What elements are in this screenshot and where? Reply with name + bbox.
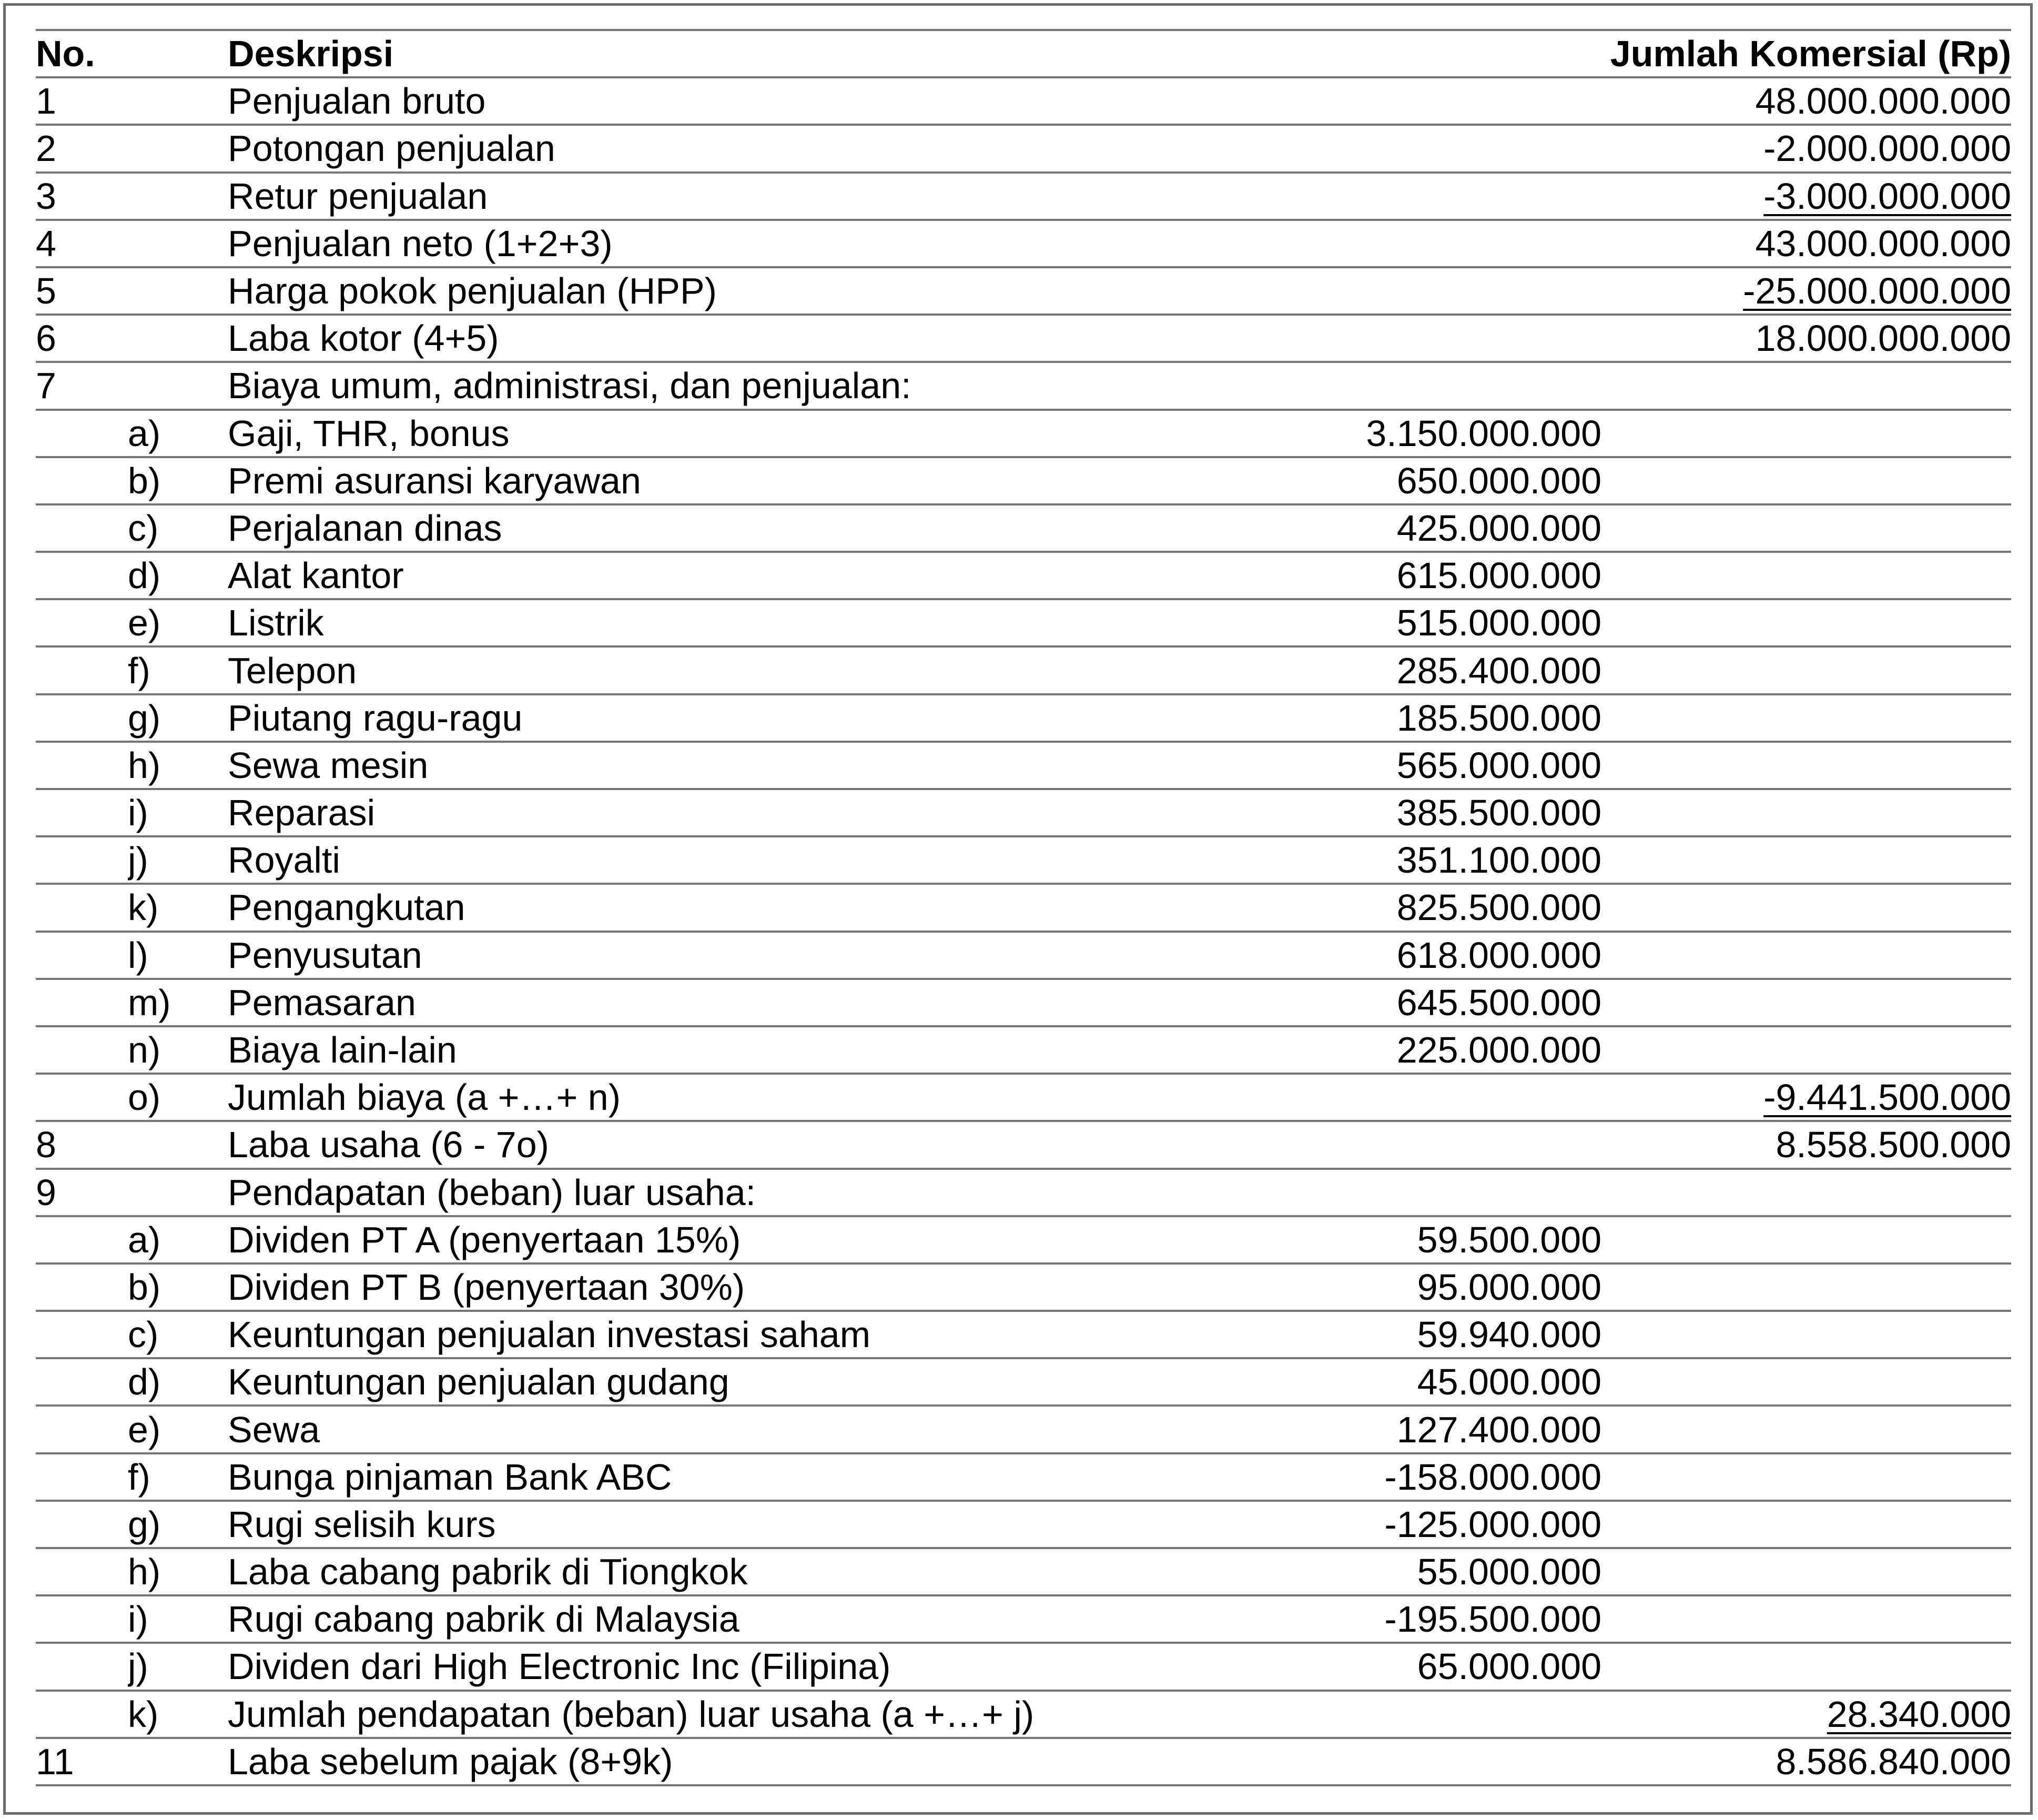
row-description: Retur penjualan [228, 173, 1043, 220]
row-total-amount [1601, 742, 2011, 789]
row-detail-amount [1043, 1169, 1601, 1216]
row-detail-amount [1043, 315, 1601, 362]
row-number [36, 742, 128, 789]
row-detail-amount: 565.000.000 [1043, 742, 1601, 789]
row-sub-letter: j) [128, 836, 228, 884]
row-description: Keuntungan penjualan gudang [228, 1358, 1043, 1406]
row-number [36, 504, 128, 552]
row-number [36, 1311, 128, 1358]
table-row [36, 1643, 2011, 1690]
row-sub-letter [128, 1738, 228, 1785]
table-row [36, 884, 2011, 931]
table-row [36, 552, 2011, 599]
income-statement-table [36, 29, 2011, 1786]
row-sub-letter [128, 1169, 228, 1216]
row-detail-amount: 285.400.000 [1043, 646, 1601, 694]
row-number: 6 [36, 315, 128, 362]
row-sub-letter: n) [128, 1026, 228, 1074]
row-description: Pemasaran [228, 979, 1043, 1026]
row-total-amount [1601, 1311, 2011, 1358]
row-description: Jumlah biaya (a +…+ n) [228, 1074, 1043, 1121]
row-number [36, 979, 128, 1026]
row-number [36, 1691, 128, 1738]
row-detail-amount: 351.100.000 [1043, 836, 1601, 884]
row-number: 9 [36, 1169, 128, 1216]
row-number: 1 [36, 77, 128, 125]
table-row [36, 1121, 2011, 1168]
row-description: Perjalanan dinas [228, 504, 1043, 552]
row-total-amount [1601, 457, 2011, 504]
row-sub-letter: e) [128, 1406, 228, 1453]
row-detail-amount: -158.000.000 [1043, 1453, 1601, 1501]
row-total-amount-value: 28.340.000 [1827, 1693, 2012, 1735]
row-sub-letter [128, 362, 228, 409]
row-sub-letter [128, 315, 228, 362]
row-sub-letter: a) [128, 410, 228, 457]
row-description: Harga pokok penjualan (HPP) [228, 267, 1043, 315]
row-description: Piutang ragu-ragu [228, 694, 1043, 742]
row-sub-letter: j) [128, 1643, 228, 1690]
row-number [36, 1548, 128, 1595]
row-sub-letter: k) [128, 884, 228, 931]
row-detail-amount [1043, 1121, 1601, 1168]
row-sub-letter: m) [128, 979, 228, 1026]
row-description: Telepon [228, 646, 1043, 694]
row-total-amount [1601, 1643, 2011, 1690]
row-total-amount [1601, 362, 2011, 409]
table-row [36, 1026, 2011, 1074]
row-detail-amount [1043, 125, 1601, 172]
row-detail-amount: 59.500.000 [1043, 1216, 1601, 1263]
table-row [36, 1406, 2011, 1453]
row-total-amount: 18.000.000.000 [1601, 315, 2011, 362]
row-sub-letter: f) [128, 1453, 228, 1501]
row-number [36, 1263, 128, 1311]
row-total-amount: 48.000.000.000 [1601, 77, 2011, 125]
row-description: Reparasi [228, 789, 1043, 836]
row-description: Pengangkutan [228, 884, 1043, 931]
row-description: Biaya lain-lain [228, 1026, 1043, 1074]
row-number [36, 884, 128, 931]
row-description: Dividen PT B (penyertaan 30%) [228, 1263, 1043, 1311]
row-total-amount [1601, 599, 2011, 646]
row-total-amount-value: -9.441.500.000 [1763, 1077, 2012, 1118]
row-description: Listrik [228, 599, 1043, 646]
row-sub-letter [128, 77, 228, 125]
table-row [36, 1738, 2011, 1785]
table-row [36, 504, 2011, 552]
table-row [36, 315, 2011, 362]
row-detail-amount [1043, 220, 1601, 267]
row-total-amount [1601, 173, 2011, 220]
row-total-amount: 43.000.000.000 [1601, 220, 2011, 267]
table-row [36, 1453, 2011, 1501]
table-row [36, 1595, 2011, 1643]
row-sub-letter: k) [128, 1691, 228, 1738]
row-detail-amount: 385.500.000 [1043, 789, 1601, 836]
row-total-amount [1601, 646, 2011, 694]
table-body [36, 77, 2011, 1785]
row-total-amount [1601, 267, 2011, 315]
row-number [36, 646, 128, 694]
table-row [36, 457, 2011, 504]
row-sub-letter: a) [128, 1216, 228, 1263]
row-detail-amount: -195.500.000 [1043, 1595, 1601, 1643]
row-description: Rugi cabang pabrik di Malaysia [228, 1595, 1043, 1643]
row-total-amount [1601, 836, 2011, 884]
row-number [36, 1026, 128, 1074]
row-description: Jumlah pendapatan (beban) luar usaha (a +…+ j) [228, 1691, 1043, 1738]
row-number: 4 [36, 220, 128, 267]
row-description: Rugi selisih kurs [228, 1501, 1043, 1548]
row-detail-amount: 65.000.000 [1043, 1643, 1601, 1690]
row-detail-amount [1043, 267, 1601, 315]
row-description: Laba cabang pabrik di Tiongkok [228, 1548, 1043, 1595]
row-detail-amount: 95.000.000 [1043, 1263, 1601, 1311]
row-sub-letter: b) [128, 457, 228, 504]
table-row [36, 1169, 2011, 1216]
row-total-amount [1601, 1691, 2011, 1738]
row-detail-amount: 59.940.000 [1043, 1311, 1601, 1358]
row-number: 2 [36, 125, 128, 172]
table-row [36, 1311, 2011, 1358]
row-detail-amount: 825.500.000 [1043, 884, 1601, 931]
row-sub-letter: d) [128, 552, 228, 599]
row-sub-letter [128, 220, 228, 267]
row-total-amount [1601, 1548, 2011, 1595]
table-row [36, 173, 2011, 220]
row-sub-letter: l) [128, 932, 228, 979]
row-total-amount [1601, 1026, 2011, 1074]
row-number [36, 789, 128, 836]
row-detail-amount: 185.500.000 [1043, 694, 1601, 742]
row-number: 5 [36, 267, 128, 315]
row-description: Sewa mesin [228, 742, 1043, 789]
row-detail-amount: 55.000.000 [1043, 1548, 1601, 1595]
row-sub-letter [128, 173, 228, 220]
row-description: Keuntungan penjualan investasi saham [228, 1311, 1043, 1358]
row-detail-amount: 225.000.000 [1043, 1026, 1601, 1074]
table-row [36, 362, 2011, 409]
row-description: Premi asuransi karyawan [228, 457, 1043, 504]
table-row [36, 1358, 2011, 1406]
row-sub-letter [128, 267, 228, 315]
table-row [36, 646, 2011, 694]
row-sub-letter [128, 125, 228, 172]
row-detail-amount: 615.000.000 [1043, 552, 1601, 599]
row-sub-letter: d) [128, 1358, 228, 1406]
header-description: Deskripsi [228, 30, 1043, 77]
row-description: Alat kantor [228, 552, 1043, 599]
row-sub-letter: i) [128, 789, 228, 836]
table-row [36, 77, 2011, 125]
row-total-amount [1601, 1358, 2011, 1406]
row-description: Royalti [228, 836, 1043, 884]
row-total-amount [1601, 979, 2011, 1026]
row-description: Potongan penjualan [228, 125, 1043, 172]
row-number [36, 1595, 128, 1643]
row-description: Penjualan bruto [228, 77, 1043, 125]
row-sub-letter: e) [128, 599, 228, 646]
header-amount: Jumlah Komersial (Rp) [1043, 30, 2011, 77]
row-number [36, 836, 128, 884]
row-sub-letter: i) [128, 1595, 228, 1643]
row-total-amount-value: -25.000.000.000 [1743, 270, 2012, 312]
row-total-amount [1601, 504, 2011, 552]
row-number [36, 599, 128, 646]
row-detail-amount: 45.000.000 [1043, 1358, 1601, 1406]
row-number: 8 [36, 1121, 128, 1168]
row-sub-letter: f) [128, 646, 228, 694]
row-total-amount [1601, 1169, 2011, 1216]
row-description: Dividen PT A (penyertaan 15%) [228, 1216, 1043, 1263]
row-description: Gaji, THR, bonus [228, 410, 1043, 457]
row-number [36, 1358, 128, 1406]
table-row [36, 267, 2011, 315]
row-number [36, 932, 128, 979]
row-total-amount [1601, 1216, 2011, 1263]
row-description: Laba usaha (6 - 7o) [228, 1121, 1043, 1168]
row-description: Dividen dari High Electronic Inc (Filipina) [228, 1643, 1043, 1690]
row-number [36, 1406, 128, 1453]
table-header-row [36, 30, 2011, 77]
row-number: 3 [36, 173, 128, 220]
row-number [36, 1501, 128, 1548]
table-row [36, 932, 2011, 979]
table-row [36, 410, 2011, 457]
row-sub-letter [128, 1121, 228, 1168]
row-number [36, 1453, 128, 1501]
row-total-amount [1601, 1595, 2011, 1643]
row-description: Pendapatan (beban) luar usaha: [228, 1169, 1043, 1216]
table-row [36, 599, 2011, 646]
row-detail-amount: -125.000.000 [1043, 1501, 1601, 1548]
row-total-amount [1601, 1074, 2011, 1121]
table-row [36, 1548, 2011, 1595]
row-total-amount [1601, 694, 2011, 742]
row-detail-amount [1043, 362, 1601, 409]
row-detail-amount: 618.000.000 [1043, 932, 1601, 979]
row-detail-amount: 645.500.000 [1043, 979, 1601, 1026]
row-total-amount [1601, 932, 2011, 979]
row-number [36, 1216, 128, 1263]
row-total-amount [1601, 410, 2011, 457]
row-description: Penjualan neto (1+2+3) [228, 220, 1043, 267]
row-total-amount [1601, 552, 2011, 599]
table-row [36, 1074, 2011, 1121]
row-number [36, 410, 128, 457]
table-row [36, 836, 2011, 884]
table-row [36, 1263, 2011, 1311]
row-description: Biaya umum, administrasi, dan penjualan: [228, 362, 1043, 409]
row-number [36, 1074, 128, 1121]
row-detail-amount [1043, 1074, 1601, 1121]
row-description: Penyusutan [228, 932, 1043, 979]
row-detail-amount: 650.000.000 [1043, 457, 1601, 504]
row-description: Laba kotor (4+5) [228, 315, 1043, 362]
row-total-amount-value: -3.000.000.000 [1763, 175, 2012, 217]
row-sub-letter: o) [128, 1074, 228, 1121]
row-sub-letter: g) [128, 694, 228, 742]
row-sub-letter: c) [128, 1311, 228, 1358]
row-total-amount [1601, 1406, 2011, 1453]
row-detail-amount: 3.150.000.000 [1043, 410, 1601, 457]
row-sub-letter: h) [128, 742, 228, 789]
row-sub-letter: h) [128, 1548, 228, 1595]
table-row [36, 1216, 2011, 1263]
row-detail-amount [1043, 1738, 1601, 1785]
row-description: Laba sebelum pajak (8+9k) [228, 1738, 1043, 1785]
row-total-amount [1601, 884, 2011, 931]
row-number [36, 1643, 128, 1690]
row-detail-amount [1043, 1691, 1601, 1738]
row-sub-letter: c) [128, 504, 228, 552]
row-description: Sewa [228, 1406, 1043, 1453]
row-detail-amount: 127.400.000 [1043, 1406, 1601, 1453]
row-total-amount [1601, 1501, 2011, 1548]
row-total-amount: -2.000.000.000 [1601, 125, 2011, 172]
row-detail-amount: 425.000.000 [1043, 504, 1601, 552]
table-row [36, 694, 2011, 742]
table-row [36, 125, 2011, 172]
row-number: 11 [36, 1738, 128, 1785]
row-number [36, 694, 128, 742]
row-detail-amount [1043, 77, 1601, 125]
row-detail-amount: 515.000.000 [1043, 599, 1601, 646]
table-row [36, 789, 2011, 836]
row-total-amount [1601, 789, 2011, 836]
row-description: Bunga pinjaman Bank ABC [228, 1453, 1043, 1501]
row-total-amount [1601, 1453, 2011, 1501]
table-row [36, 1501, 2011, 1548]
table-row [36, 1691, 2011, 1738]
row-sub-letter: b) [128, 1263, 228, 1311]
row-detail-amount [1043, 173, 1601, 220]
table-row [36, 220, 2011, 267]
table-row [36, 979, 2011, 1026]
row-total-amount [1601, 1263, 2011, 1311]
row-total-amount: 8.558.500.000 [1601, 1121, 2011, 1168]
row-number: 7 [36, 362, 128, 409]
row-number [36, 552, 128, 599]
row-sub-letter: g) [128, 1501, 228, 1548]
row-total-amount: 8.586.840.000 [1601, 1738, 2011, 1785]
header-no: No. [36, 30, 228, 77]
row-number [36, 457, 128, 504]
table-row [36, 742, 2011, 789]
